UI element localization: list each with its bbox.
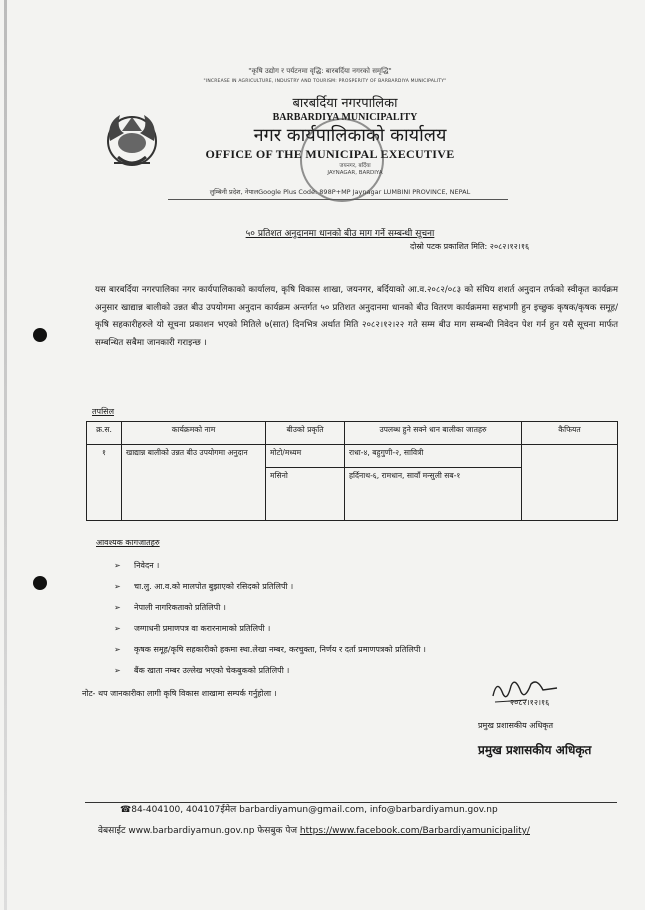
footer-contact xyxy=(120,802,600,815)
header-sn: क्र.स. xyxy=(87,422,122,445)
footer-web xyxy=(98,823,618,836)
phone-numbers: 84-404100, 404107 xyxy=(131,805,221,815)
notice-body: यस बारबर्दिया नगरपालिका नगर कार्यपालिकाको कार्यालय, कृषि विकास शाखा, जयनगर, बर्दियाको आ.व.२०८२/०८३ को संघिय शशर्त अनुदान तर्फको स्वीकृत कार्यक्रम अनुसार खाद्यान्न बालीको उन्नत बीउ उपयोगमा अनुदान कार्यक्रम अन्तर्गत ५० प्रतिशत अनुदानमा धानको बीउ वितरण कार्यक्रममा सहभागी हुन इच्छुक कृषक/कृषक समूह/कृषि सहकारीहरुले यो सूचना प्रकाशन भएको मितिले ७(सात) दिनभित्र अर्थात मिति २०८२।१२।२२ गते सम्म बीउ माग सम्बन्धी निवेदन पेश गर्न हुन यसै सूचना मार्फत सम्बन्धित सबैमा जानकारी गराइन्छ । xyxy=(95,285,618,348)
email-addresses[interactable]: barbardiyamun@gmail.com, info@barbardiyamun.gov.np xyxy=(239,805,498,815)
header-remarks: कैफियत xyxy=(522,422,618,445)
nepal-emblem-icon xyxy=(96,103,168,175)
list-item: ➢ चा.लु. आ.व.को मालपोत बुझाएको रसिदको प्रतिलिपी । xyxy=(114,576,594,597)
office-address: लुम्बिनी प्रदेश, नेपालGoogle Plus Code: 898P+MP Jaynagar LUMBINI PROVINCE, NEPAL xyxy=(209,188,471,196)
slogan-english: "INCREASE IN AGRICULTURE, INDUSTRY AND TOURISM: PROSPERITY OF BARBARDIYA MUNICIPALITY" xyxy=(203,79,447,84)
slogan-nepali: "कृषि उद्योग र पर्यटनमा वृद्धि: बारबर्दिया नगरको समृद्धि" xyxy=(248,67,392,75)
arrow-icon: ➢ xyxy=(114,645,121,654)
documents-title: आवश्यक कागजातहरु xyxy=(96,538,160,547)
website-label: वेबसाईट xyxy=(98,826,126,836)
phone-icon: ☎ xyxy=(120,805,132,815)
facebook-label: फेसबुक पेज xyxy=(257,826,298,836)
published-date: दोस्रो पटक प्रकाशित मिति: २०८२।१२।१६ xyxy=(410,242,530,251)
list-item: ➢ जग्गाधनी प्रमाणपत्र वा करारनामाको प्रतिलिपी । xyxy=(114,618,594,639)
list-item: ➢ नेपाली नागरिकताको प्रतिलिपी । xyxy=(114,597,594,618)
punch-hole-bottom xyxy=(33,576,47,590)
table-row xyxy=(87,445,618,468)
header-divider xyxy=(168,199,508,200)
arrow-icon: ➢ xyxy=(114,561,121,570)
cell-varieties-fine: हर्दिनाथ-६, रामधान, सावाँ मन्सुली सब-१ xyxy=(345,468,522,521)
notice-subject: ५० प्रतिशत अनुदानमा धानको बीउ माग गर्ने सम्बन्धी सूचना xyxy=(245,229,435,239)
signatory-title: प्रमुख प्रशासकीय अधिकृत xyxy=(478,721,554,730)
header-varieties: उपलब्ध हुने सक्ने धान बालीका जातहरु xyxy=(345,422,522,445)
header-program: कार्यक्रमको नाम xyxy=(122,422,266,445)
cell-type-coarse: मोटो/मध्यम xyxy=(266,445,345,468)
cell-type-fine: मसिनो xyxy=(266,468,345,521)
seed-program-table xyxy=(86,421,618,521)
facebook-link[interactable]: https://www.facebook.com/Barbardiyamunicipality/ xyxy=(299,826,530,836)
cell-varieties-coarse: राधा-४, बहुगुणी-२, सावित्री xyxy=(345,445,522,468)
seal-text: जयनगर, बर्दिया JAYNAGAR, BARDIYA xyxy=(327,163,383,177)
table-header-row xyxy=(87,422,618,445)
arrow-icon: ➢ xyxy=(114,582,121,591)
signatory-stamp: प्रमुख प्रशासकीय अधिकृत xyxy=(478,743,592,757)
signature-date: २०८२।१२।१६ xyxy=(510,698,550,707)
cell-sn: १ xyxy=(87,445,122,521)
cell-remarks xyxy=(522,445,618,521)
arrow-icon: ➢ xyxy=(114,666,121,675)
municipality-name-nepali: बारबर्दिया नगरपालिका xyxy=(292,96,398,111)
list-item: ➢ निवेदन । xyxy=(114,555,594,576)
table-label: तपसिल xyxy=(92,407,115,416)
arrow-icon: ➢ xyxy=(114,624,121,633)
documents-list xyxy=(114,555,594,681)
office-name-nepali: नगर कार्यपालिकाको कार्यालय xyxy=(253,125,447,146)
office-name-english: OFFICE OF THE MUNICIPAL EXECUTIVE xyxy=(205,147,455,161)
contact-note: नोट- थप जानकारीका लागी कृषि विकास शाखामा सम्पर्क गर्नुहोला । xyxy=(82,689,277,698)
list-item: ➢ बैंक खाता नम्बर उल्लेख भएको चेकबुकको प्रतिलिपी । xyxy=(114,660,594,681)
punch-hole-top xyxy=(33,328,47,342)
list-item: ➢ कृषक समूह/कृषि सहकारीको हकमा स्था.लेखा नम्बर, करचुक्ता, निर्णय र दर्ता प्रमाणपत्रको प्रतिलिपी । xyxy=(114,639,594,660)
page-edge-shadow xyxy=(4,0,7,910)
email-label: ईमेल xyxy=(220,805,237,815)
arrow-icon: ➢ xyxy=(114,603,121,612)
cell-program: खाद्यान्न बालीको उन्नत बीउ उपयोगमा अनुदान xyxy=(122,445,266,521)
header-seed-type: बीउको प्रकृति xyxy=(266,422,345,445)
municipality-name-english: BARBARDIYA MUNICIPALITY xyxy=(272,112,418,123)
website-link[interactable]: www.barbardiyamun.gov.np xyxy=(128,826,255,836)
